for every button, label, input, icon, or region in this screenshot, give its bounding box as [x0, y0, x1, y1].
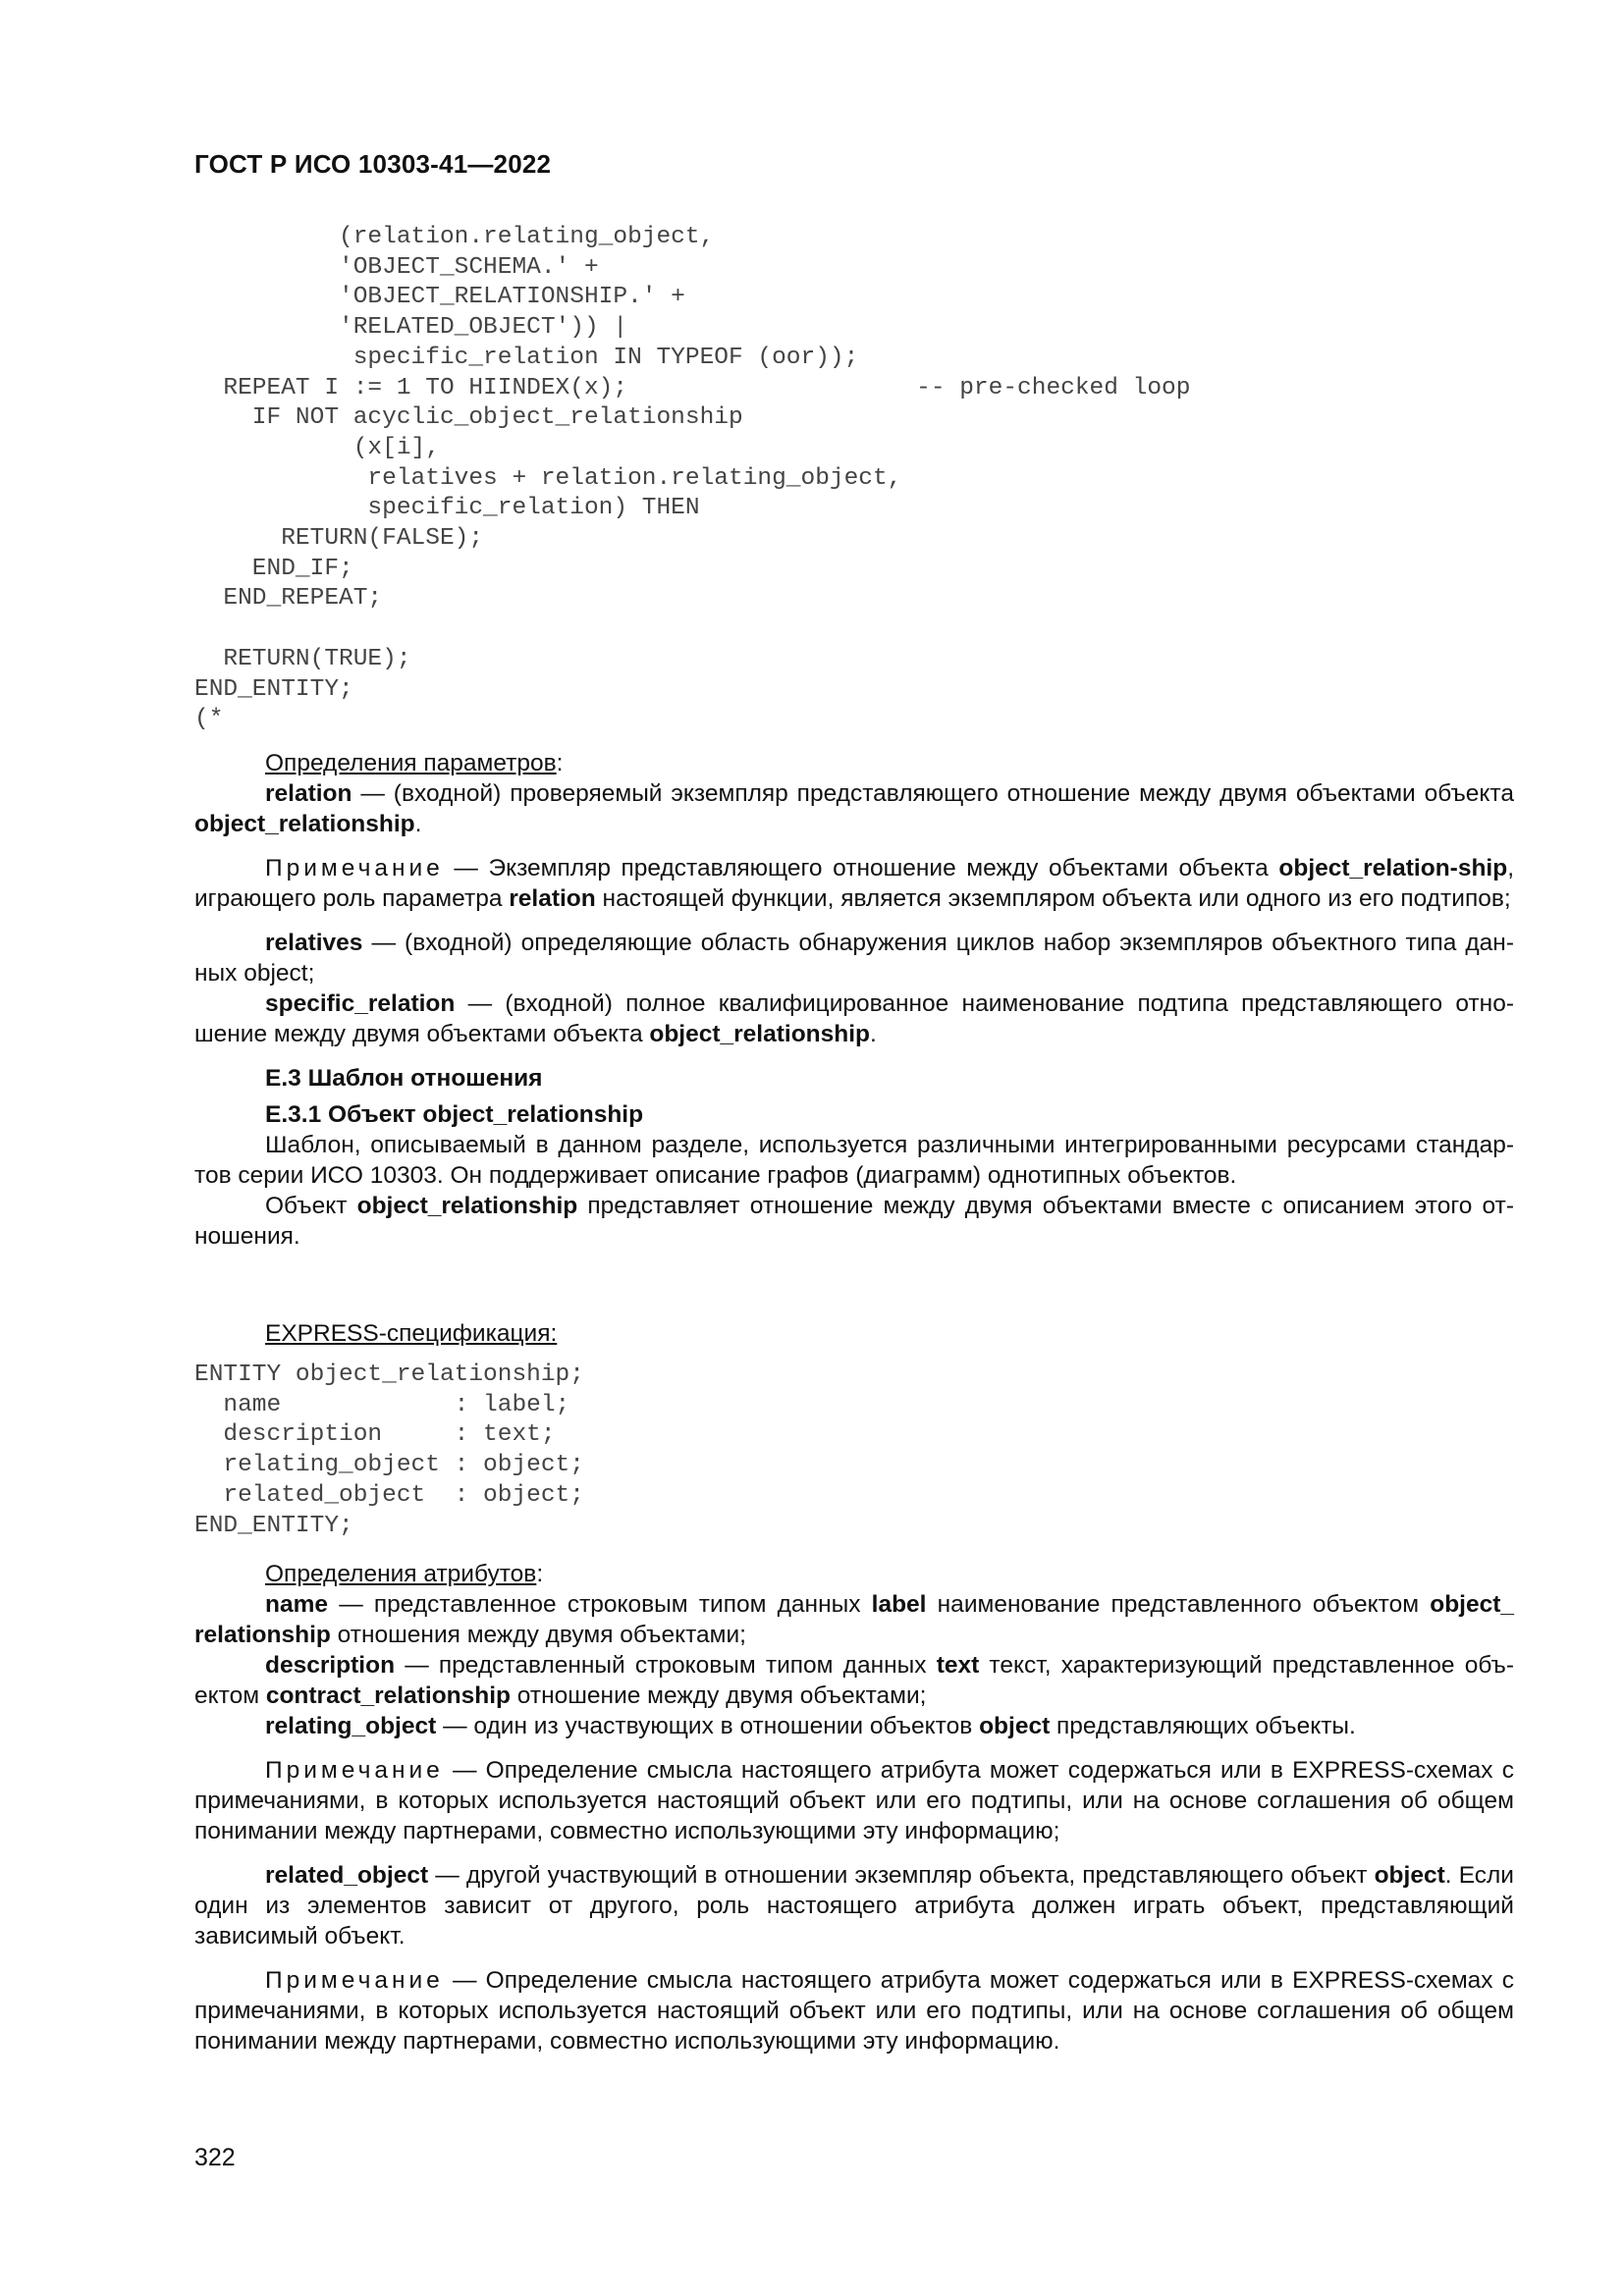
note-label: Примечание	[265, 855, 444, 881]
note-related-object: Примечание — Определение смысла настоящего атрибута может содержаться или в EXPRESS-схемах с примечаниями, в которых используется настоящий объект или его подтипы, или на основе соглашения об общем понимании между партнерами, совместно использующими эту информацию.	[194, 1967, 1514, 2055]
attr-description: description — представленный строковым типом данных text текст, характеризующий представленное объ-ектом contract_relationship отношение между двумя объектами;	[194, 1652, 1515, 1709]
express-title: EXPRESS-спецификация:	[265, 1320, 558, 1347]
section-paragraph-1: Шаблон, описываемый в данном разделе, используется различными интегрированными ресурсами стандар-тов серии ИСО 10303. Он поддерживает описание графов (диаграмм) однотипных объектов.	[194, 1132, 1514, 1189]
note-label: Примечание	[265, 1967, 444, 1994]
attr-related-object: related_object — другой участвующий в отношении экземпляр объекта, представляющего объект object. Если один из элементов зависит от другого, роль настоящего атрибута должен играть объект, представляющий зависимый объект.	[194, 1862, 1514, 1949]
parameters-heading: Определения параметров:	[265, 750, 564, 776]
attr-name: name — представленное строковым типом данных label наименование представленного объектом object_ relationship отношения между двумя объектами;	[194, 1591, 1515, 1648]
section-heading-e31: E.3.1 Объект object_relationship	[265, 1101, 644, 1128]
document-header: ГОСТ Р ИСО 10303-41—2022	[194, 149, 552, 179]
parameter-definitions	[194, 748, 1514, 1252]
attribute-definitions	[194, 1559, 1514, 2056]
attributes-title: Определения атрибутов	[265, 1561, 537, 1587]
note-relating-object: Примечание — Определение смысла настоящего атрибута может содержаться или в EXPRESS-схемах с примечаниями, в которых используется настоящий объект или его подтипы, или на основе соглашения об общем понимании между партнерами, совместно использующими эту информацию;	[194, 1757, 1514, 1844]
param-specific-relation: specific_relation — (входной) полное квалифицированное наименование подтипа представляющего отно-шение между двумя объектами объекта object_relationship.	[194, 990, 1514, 1047]
attributes-heading: Определения атрибутов:	[265, 1561, 544, 1587]
code-block-entity: ENTITY object_relationship; name : label; description : text; relating_object : object; related_object : object; END_ENTITY;	[194, 1362, 584, 1539]
note-relation: Примечание — Экземпляр представляющего отношение между объектами объекта object_relation-ship, играющего роль параметра relation настоящей функции, является экземпляром объекта или одного из его подтипов;	[194, 855, 1514, 912]
param-relation: relation — (входной) проверяемый экземпляр представляющего отношение между двумя объектами объекта object_relationship.	[194, 780, 1514, 837]
page-number: 322	[194, 2144, 236, 2171]
express-spec-heading	[194, 1318, 1514, 1349]
attr-relating-object: relating_object — один из участвующих в отношении объектов object представляющих объекты.	[265, 1713, 1356, 1739]
note-label: Примечание	[265, 1757, 444, 1784]
parameters-title: Определения параметров	[265, 750, 557, 776]
param-relatives: relatives — (входной) определяющие область обнаружения циклов набор экземпляров объектного типа дан-ных object;	[194, 930, 1514, 987]
section-heading-e3: E.3 Шаблон отношения	[265, 1065, 543, 1092]
code-block-function-body: (relation.relating_object, 'OBJECT_SCHEMA.' + 'OBJECT_RELATIONSHIP.' + 'RELATED_OBJECT')) | specific_relation IN TYPEOF (oor)); REPEAT I := 1 TO HIINDEX(x); -- pre-checked loop IF NOT acyclic_object_relationship (x[i], relatives + relation.relating_object, specific_relation) THEN RETURN(FALSE); END_IF; END_REPEAT; RETURN(TRUE); END_ENTITY; (*	[194, 224, 1191, 733]
section-paragraph-2: Объект object_relationship представляет отношение между двумя объектами вместе с описанием этого от-ношения.	[194, 1193, 1514, 1250]
